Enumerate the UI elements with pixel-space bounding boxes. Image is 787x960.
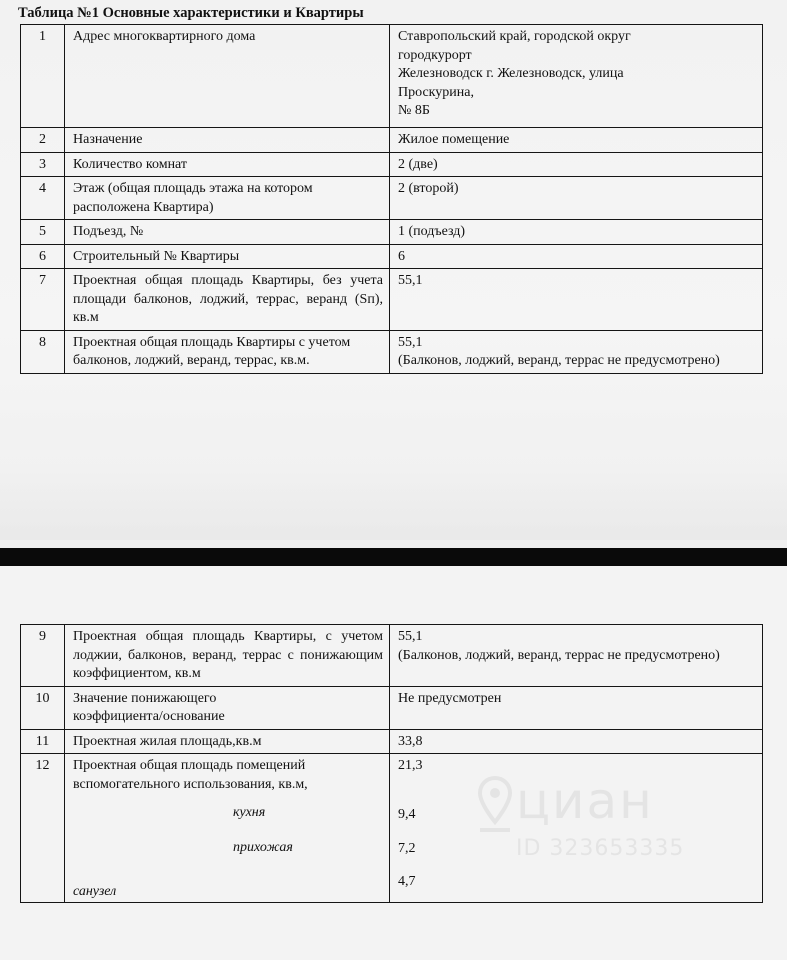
- scan-shade: [0, 470, 787, 540]
- row-number: 4: [21, 177, 65, 220]
- row-label: Строительный № Квартиры: [65, 244, 390, 269]
- row-number: 8: [21, 330, 65, 373]
- row-value: Жилое помещение: [390, 128, 763, 153]
- row-value: [390, 330, 763, 373]
- row-label: [65, 686, 390, 729]
- table-row: [21, 152, 763, 177]
- row-number: 6: [21, 244, 65, 269]
- row-label: Назначение: [65, 128, 390, 153]
- row-number: 9: [21, 625, 65, 687]
- row-value: 1 (подъезд): [390, 220, 763, 245]
- sub-item-bathroom-label: санузел: [73, 884, 117, 899]
- coefficient-label: Значение понижающего коэффициента/основание: [73, 690, 225, 724]
- area-note: (Балконов, лоджий, веранд, террас не предусмотрено): [398, 353, 720, 368]
- sub-item-kitchen-label: кухня: [233, 805, 266, 820]
- address-line: № 8Б: [398, 103, 430, 118]
- row-value: 55,1: [390, 269, 763, 331]
- area-value: 55,1: [398, 334, 423, 350]
- row-value: 2 (две): [390, 152, 763, 177]
- page-separator: [0, 548, 787, 566]
- address-line: Ставропольский край, городской округ: [398, 29, 631, 44]
- row-label: Проектная общая площадь Квартиры, без учета площади балконов, лоджий, террас, веранд (Sп), кв.м: [65, 269, 390, 331]
- row-label: Количество комнат: [65, 152, 390, 177]
- characteristics-table-1: [20, 24, 763, 374]
- row-value: [390, 625, 763, 687]
- row-label: Проектная жилая площадь,кв.м: [65, 729, 390, 754]
- table-row: [21, 625, 763, 687]
- aux-area-label: Проектная общая площадь помещений вспомогательного использования, кв.м,: [73, 758, 308, 792]
- sub-item-bathroom-value: 4,7: [398, 873, 416, 889]
- row-value: 2 (второй): [390, 177, 763, 220]
- row-number: 1: [21, 25, 65, 128]
- row-value: 33,8: [390, 729, 763, 754]
- row-number: 5: [21, 220, 65, 245]
- document-title: Таблица №1 Основные характеристики и Квартиры: [18, 5, 364, 21]
- row-label: [65, 754, 390, 903]
- row-value: [390, 754, 763, 903]
- characteristics-table-2: [20, 624, 763, 903]
- area-note: (Балконов, лоджий, веранд, террас не предусмотрено): [398, 647, 720, 663]
- table-row: [21, 330, 763, 373]
- row-number: 2: [21, 128, 65, 153]
- area-value: 55,1: [398, 629, 423, 644]
- table-row: [21, 177, 763, 220]
- table-row: [21, 729, 763, 754]
- address-line: городкурорт: [398, 47, 472, 63]
- row-label: Адрес многоквартирного дома: [65, 25, 390, 128]
- sub-item-kitchen-value: 9,4: [398, 806, 416, 822]
- address-line: Проскурина,: [398, 84, 474, 100]
- table-row: [21, 244, 763, 269]
- row-value: 6: [390, 244, 763, 269]
- row-label: Проектная общая площадь Квартиры, с учетом лоджии, балконов, веранд, террас с понижающим коэффициентом, кв.м: [65, 625, 390, 687]
- table-row: [21, 128, 763, 153]
- table-row: [21, 25, 763, 128]
- sub-item-hallway-label: прихожая: [233, 839, 293, 855]
- row-number: 12: [21, 754, 65, 903]
- row-value: Не предусмотрен: [390, 686, 763, 729]
- row-label: Этаж (общая площадь этажа на котором расположена Квартира): [65, 177, 390, 220]
- aux-area-value: 21,3: [398, 758, 423, 773]
- row-number: 3: [21, 152, 65, 177]
- table-row: [21, 686, 763, 729]
- row-number: 7: [21, 269, 65, 331]
- sub-item-hallway-value: 7,2: [398, 841, 416, 856]
- row-label: Проектная общая площадь Квартиры с учетом балконов, лоджий, веранд, террас, кв.м.: [65, 330, 390, 373]
- row-number: 10: [21, 686, 65, 729]
- table-row: [21, 269, 763, 331]
- row-number: 11: [21, 729, 65, 754]
- row-label: Подъезд, №: [65, 220, 390, 245]
- address-line: Железноводск г. Железноводск, улица: [398, 66, 624, 81]
- row-value: [390, 25, 763, 128]
- table-row: [21, 754, 763, 903]
- watermark-brand: циан: [516, 772, 654, 830]
- table-row: [21, 220, 763, 245]
- watermark-id: ID 323653335: [516, 836, 685, 861]
